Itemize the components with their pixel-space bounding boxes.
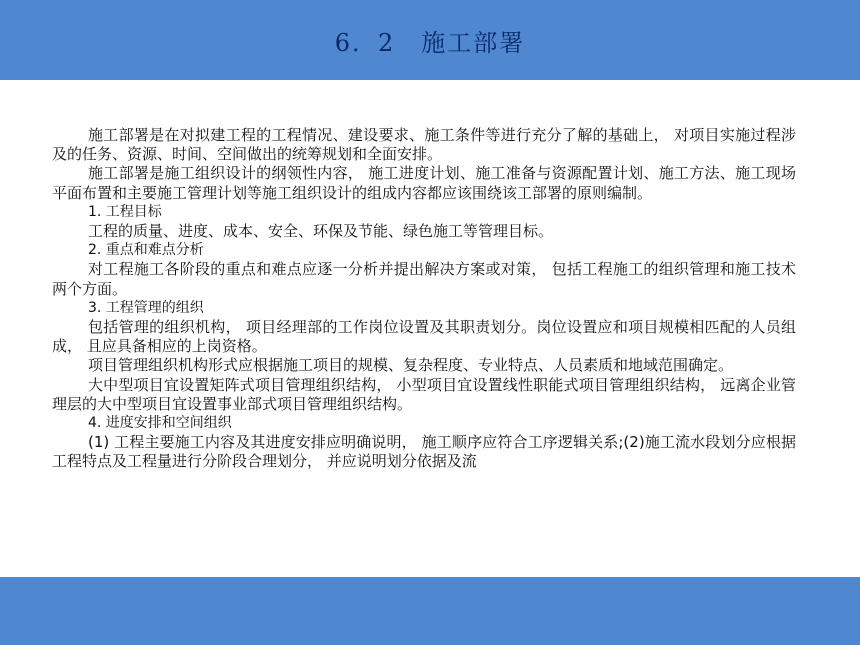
paragraph: 施工部署是在对拟建工程的工程情况、建设要求、施工条件等进行充分了解的基础上， 对项目实施过程涉及的任务、资源、时间、空间做出的统筹规划和全面安排。 [52, 126, 796, 164]
paragraph: 项目管理组织机构形式应根据施工项目的规模、复杂程度、专业特点、人员素质和地域范围确定。 [88, 356, 734, 375]
section-heading: 3. 工程管理的组织 [88, 299, 204, 316]
title-bar [0, 0, 860, 80]
section-heading: 1. 工程目标 [88, 203, 162, 220]
paragraph: 包括管理的组织机构， 项目经理部的工作岗位设置及其职责划分。岗位设置应和项目规模相匹配的人员组成， 且应具备相应的上岗资格。 [52, 318, 796, 356]
paragraph: 施工部署是施工组织设计的纲领性内容， 施工进度计划、施工准备与资源配置计划、施工方法、施工现场平面布置和主要施工管理计划等施工组织设计的组成内容都应该围绕该工部署的原则编制。 [52, 164, 796, 202]
section-heading: 2. 重点和难点分析 [88, 242, 204, 259]
section-heading: 4. 进度安排和空间组织 [88, 415, 232, 432]
paragraph: 大中型项目宜设置矩阵式项目管理组织结构， 小型项目宜设置线性职能式项目管理组织结构， 远离企业管理层的大中型项目宜设置事业部式项目管理组织结构。 [52, 375, 796, 413]
slide-title: 6．2 施工部署 [334, 28, 526, 57]
slide-body [52, 126, 796, 472]
paragraph: (1) 工程主要施工内容及其进度安排应明确说明， 施工顺序应符合工序逻辑关系;(2)施工流水段划分应根据工程特点及工程量进行分阶段合理划分， 并应说明划分依据及流 [52, 433, 796, 471]
paragraph: 对工程施工各阶段的重点和难点应逐一分析并提出解决方案或对策， 包括工程施工的组织管理和施工技术两个方面。 [52, 260, 796, 298]
footer-bar [0, 577, 860, 645]
paragraph: 工程的质量、进度、成本、安全、环保及节能、绿色施工等管理目标。 [88, 222, 554, 241]
